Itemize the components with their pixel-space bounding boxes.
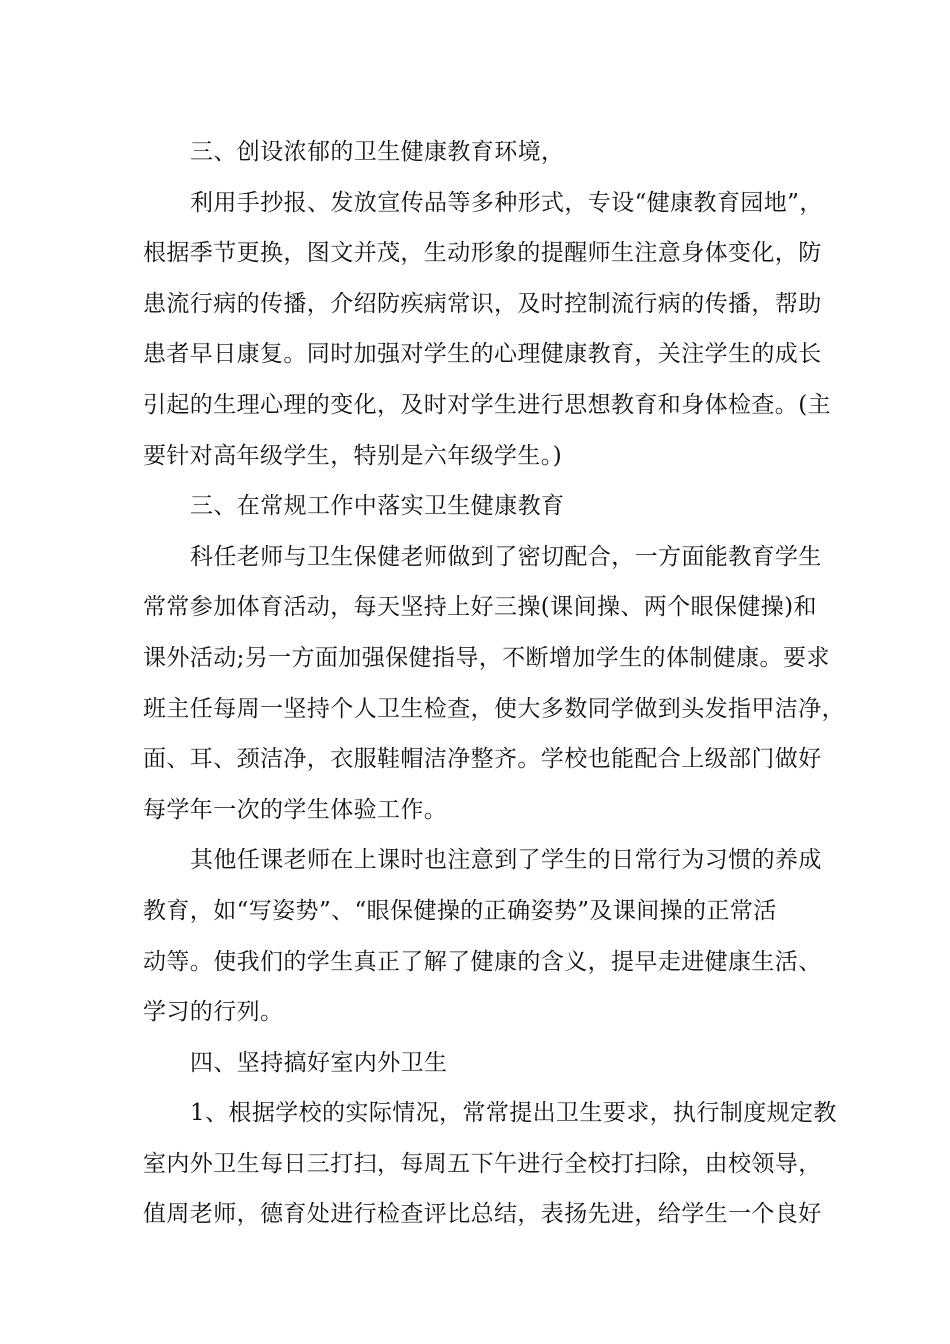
paragraph-line: 其他任课老师在上课时也注意到了学生的日常行为习惯的养成 <box>190 847 822 874</box>
paragraph-line: 要针对高年级学生，特别是六年级学生。) <box>143 442 563 469</box>
paragraph-line: 面、耳、颈洁净，衣服鞋帽洁净整齐。学校也能配合上级部门做好 <box>143 746 822 773</box>
section-heading-environment: 三、创设浓郁的卫生健康教育环境， <box>190 139 565 165</box>
paragraph-line: 学习的行列。 <box>143 999 284 1026</box>
document-body <box>143 127 845 1240</box>
paragraph-line: 根据季节更换，图文并茂，生动形象的提醒师生注意身体变化，防 <box>143 240 822 267</box>
paragraph-line: 利用手抄报、发放宣传品等多种形式，专设“健康教育园地”， <box>190 189 823 216</box>
paragraph-line: 常常参加体育活动，每天坚持上好三操(课间操、两个眼保健操)和 <box>143 594 817 621</box>
paragraph-line: 值周老师，德育处进行检查评比总结，表扬先进，给学生一个良好 <box>143 1201 822 1228</box>
paragraph-line: 每学年一次的学生体验工作。 <box>143 796 448 823</box>
paragraph-line: 患流行病的传播，介绍防疾病常识，及时控制流行病的传播，帮助 <box>143 290 822 317</box>
paragraph-line: 科任老师与卫生保健老师做到了密切配合，一方面能教育学生 <box>190 543 822 570</box>
paragraph-line: 患者早日康复。同时加强对学生的心理健康教育，关注学生的成长 <box>143 341 822 368</box>
paragraph-line: 室内外卫生每日三打扫，每周五下午进行全校打扫除，由校领导， <box>143 1150 822 1177</box>
paragraph-line: 课外活动;另一方面加强保健指导，不断增加学生的体制健康。要求 <box>143 644 830 671</box>
section-heading-routine-work: 三、在常规工作中落实卫生健康教育 <box>190 493 565 520</box>
paragraph-line: 引起的生理心理的变化，及时对学生进行思想教育和身体检查。(主 <box>143 391 831 418</box>
section-heading-hygiene: 四、坚持搞好室内外卫生 <box>190 1049 448 1076</box>
paragraph-line: 动等。使我们的学生真正了解了健康的含义，提早走进健康生活、 <box>143 948 822 975</box>
paragraph-line: 班主任每周一坚持个人卫生检查，使大多数同学做到头发指甲洁净， <box>143 695 845 722</box>
paragraph-line: 1、根据学校的实际情况，常常提出卫生要求，执行制度规定教 <box>190 1100 837 1127</box>
paragraph-line: 教育，如“写姿势”、“眼保健操的正确姿势”及课间操的正常活 <box>143 897 777 924</box>
